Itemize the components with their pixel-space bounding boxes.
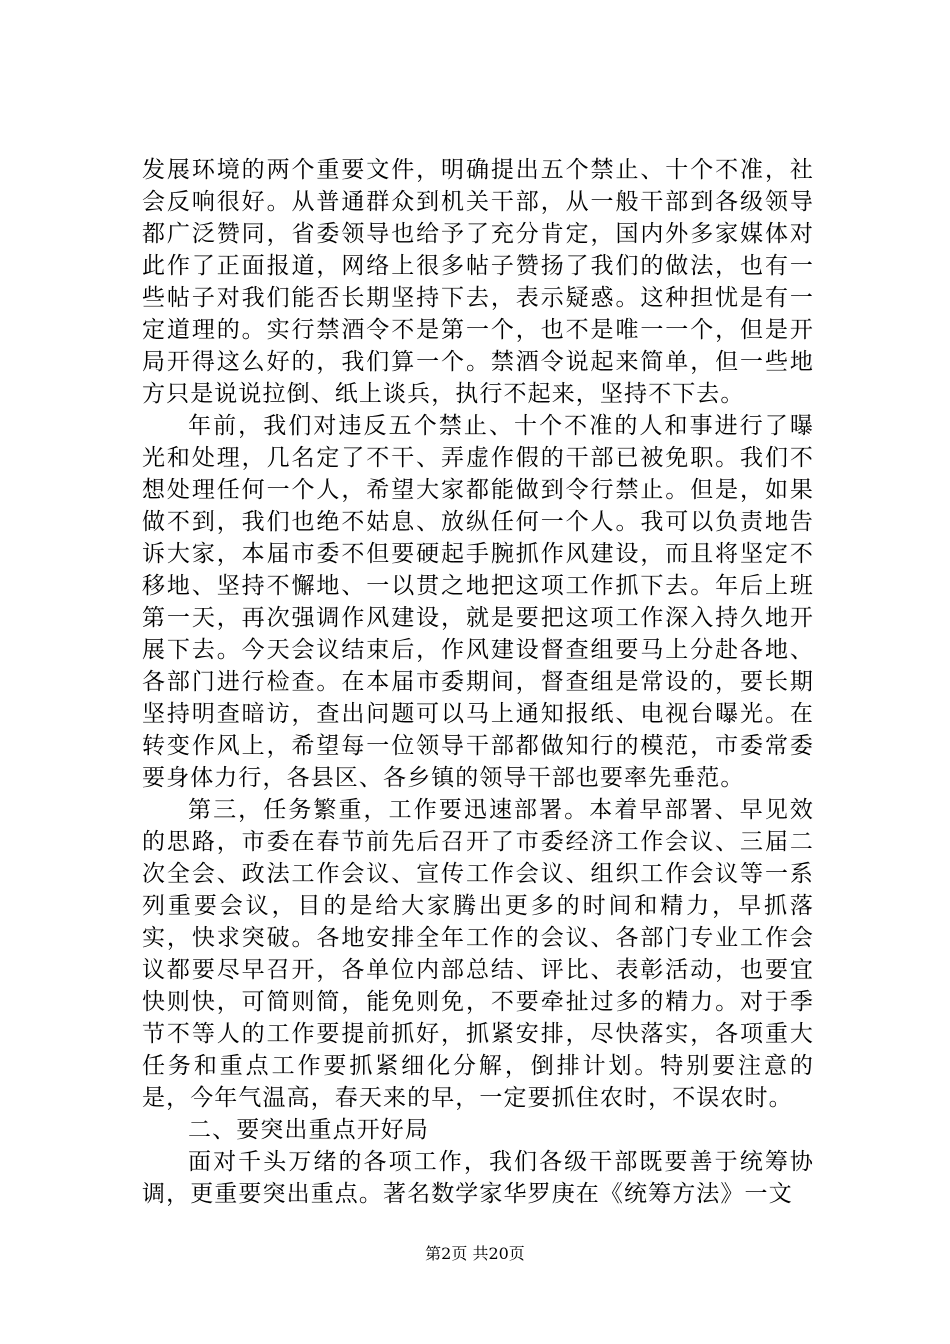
body-paragraph-2: 年前，我们对违反五个禁止、十个不准的人和事进行了曝光和处理，几名定了不干、弄虚作假的干部已被免职。我们不想处理任何一个人，希望大家都能做到令行禁止。但是，如果做不到，我们也绝不姑息、放纵任何一个人。我可以负责地告诉大家，本届市委不但要硬起手腕抓作风建设，而且将坚定不移地、坚持不懈地、一以贯之地把这项工作抓下去。年后上班第一天，再次强调作风建设，就是要把这项工作深入持久地开展下去。今天会议结束后，作风建设督查组要马上分赴各地、各部门进行检查。在本届市委期间，督查组是常设的，要长期坚持明查暗访，查出问题可以马上通知报纸、电视台曝光。在转变作风上，希望每一位领导干部都做知行的模范，市委常委要身体力行，各县区、各乡镇的领导干部也要率先垂范。 xyxy=(142,413,814,791)
document-body xyxy=(142,154,814,1210)
body-paragraph-1: 发展环境的两个重要文件，明确提出五个禁止、十个不准，社会反响很好。从普通群众到机关干部，从一般干部到各级领导都广泛赞同，省委领导也给予了充分肯定，国内外多家媒体对此作了正面报道，网络上很多帖子赞扬了我们的做法，也有一些帖子对我们能否长期坚持下去，表示疑惑。这种担忧是有一定道理的。实行禁酒令不是第一个，也不是唯一一个，但是开局开得这么好的，我们算一个。禁酒令说起来简单，但一些地方只是说说拉倒、纸上谈兵，执行不起来，坚持不下去。 xyxy=(142,157,814,407)
body-paragraph-3: 第三，任务繁重，工作要迅速部署。本着早部署、早见效的思路，市委在春节前先后召开了市委经济工作会议、三届二次全会、政法工作会议、宣传工作会议、组织工作会议等一系列重要会议，目的是给大家腾出更多的时间和精力，早抓落实，快求突破。各地安排全年工作的会议、各部门专业工作会议都要尽早召开，各单位内部总结、评比、表彰活动，也要宜快则快，可简则简，能免则免，不要牵扯过多的精力。对于季节不等人的工作要提前抓好，抓紧安排，尽快落实，各项重大任务和重点工作要抓紧细化分解，倒排计划。特别要注意的是，今年气温高，春天来的早，一定要抓住农时，不误农时。 xyxy=(142,797,814,1111)
section-heading: 二、要突出重点开好局 xyxy=(188,1117,429,1143)
body-paragraph-4: 面对千头万绪的各项工作，我们各级干部既要善于统筹协调，更重要突出重点。著名数学家华罗庚在《统筹方法》一文 xyxy=(142,1149,814,1207)
page-number-footer: 第2页 共20页 xyxy=(425,1244,525,1263)
